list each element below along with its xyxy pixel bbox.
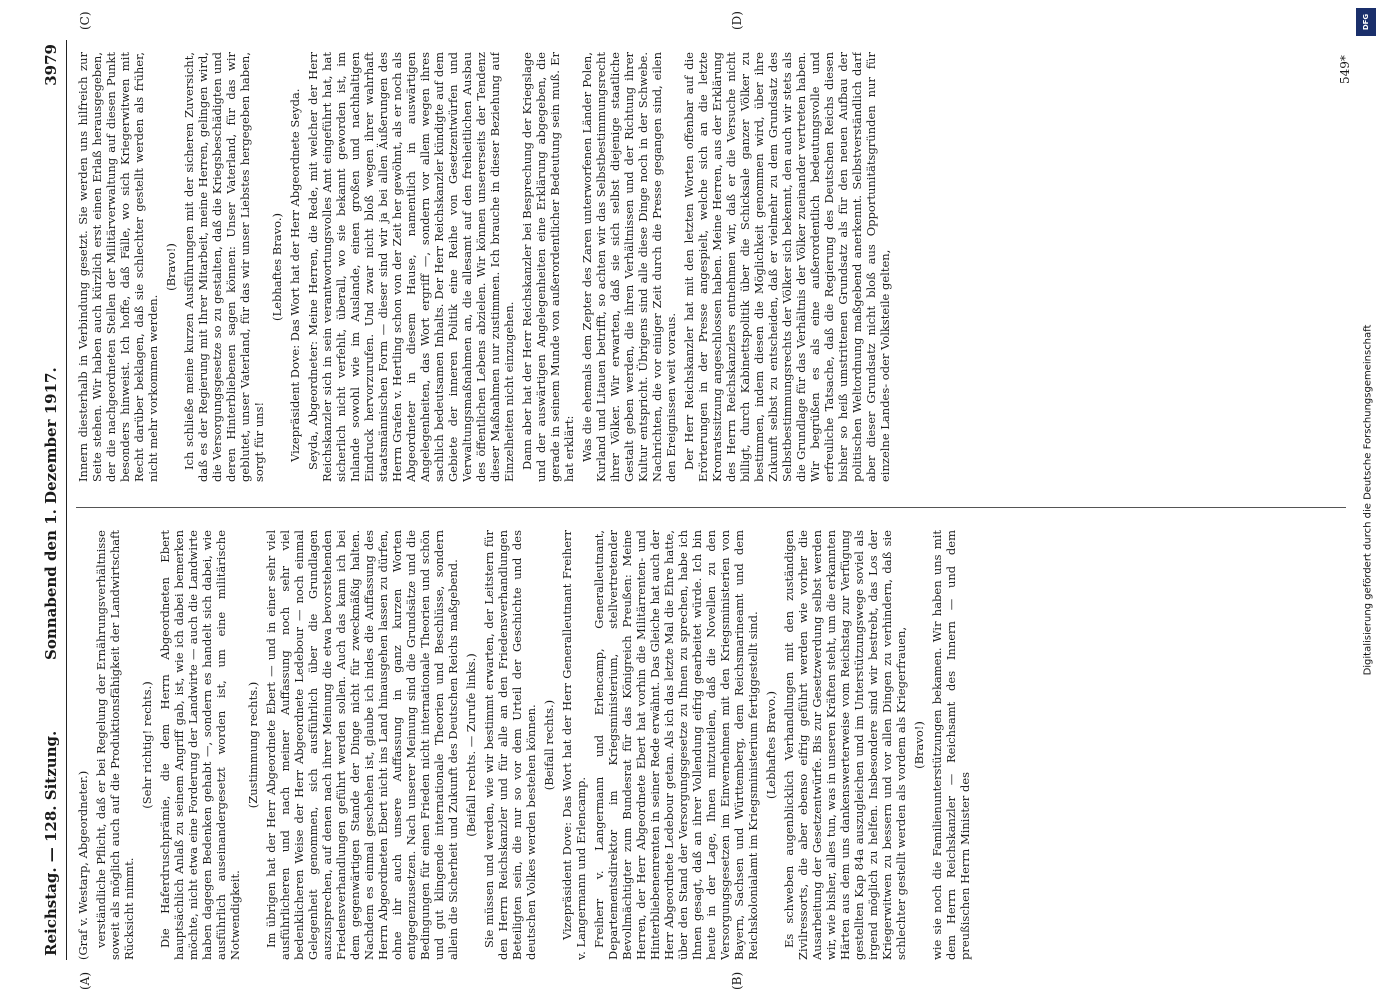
paragraph: Innern diesterhalb in Verbindung gesetzt. Sie werden uns hilfreich zur Seite stehen. Wir haben auch kürzlich erst einen Erlaß herausgegeben, der die nachgeordneten Stellen der Militärverwaltung auf diesen Punkt besonders hinweist. Ich hoffe, daß Fälle, wo sich Kriegerwitwen mit Recht darüber beklagen, daß sie schlechter gestellt werden als früher, nicht mehr vorkommen werden. [76, 52, 160, 482]
paragraph: Sie müssen und werden, wie wir bestimmt erwarten, der Leitstern für den Herrn Reichskanzler und für alle an den Friedensverhandlungen Beteiligten sein, die nur so vor dem Urteil der Geschichte und des deutschen Volkes werden bestehen können. [482, 530, 538, 960]
session-title: Reichstag. — 128. Sitzung. [42, 730, 60, 956]
paragraph: Im übrigen hat der Herr Abgeordnete Ebert — und in einer sehr viel ausführlicheren und nach meiner Auffassung noch sehr viel bedenklicheren Weise der Herr Abgeordnete Ledebour — noch einmal Gelegenheit genommen, sich ausführlich über die Grundlagen auszusprechen, auf denen nach ihrer Meinung die etwa bevorstehenden Friedensverhandlungen geführt werden sollen. Auch das kann ich bei dem gegenwärtigen Stande der Dinge nicht für zweckmäßig halten. Nachdem es einmal geschehen ist, glaube ich indes die Auffassung des Herrn Abgeordneten Ebert nicht ins Land hinausgehen lassen zu dürfen, ohne ihr auch unsere Auffassung in ganz kurzen Worten entgegenzusetzen. Nach unserer Meinung sind die Grundsätze und die Bedingungen für einen Frieden nicht internationale Theorien und schön und gut klingende internationale Theorien und Beschlüsse, sondern allein die Sicherheit und Zukunft des Deutschen Reichs maßgebend. [264, 530, 460, 960]
interjection: (Lebhaftes Bravo.) [764, 691, 778, 799]
interjection: (Lebhaftes Bravo.) [270, 213, 284, 321]
paragraph: Es schweben augenblicklich Verhandlungen mit den zuständigen Zivilressorts, die aber ebenso eifrig geführt werden wie vorher die Ausarbeitung der Gesetzentwürfe. Bis zur Gesetzwerdung selbst werden wir, wie bisher, alles tun, was in unseren Kräften steht, um die erkannten Härten aus dem uns dankenswerterweise vom Reichstag zur Verfügung gestellten Kap 84a auszugleichen und im Unterstützungswege soviel als irgend möglich zu helfen. Insbesondere sind wir bestrebt, das Los der Kriegerwitwen zu bessern und vor allen Dingen zu verhindern, daß sie schlechter gestellt werden als vordem als Kriegerfrauen, [782, 530, 908, 960]
speaker-intro: Vizepräsident Dove: Das Wort hat der Herr Abgeordnete Seyda. [288, 88, 302, 462]
left-column [76, 530, 1346, 960]
margin-marker-b: (B) [730, 971, 744, 990]
interjection: (Beifall rechts. — Zurufe links.) [464, 653, 478, 837]
running-head [40, 40, 67, 960]
session-date: Sonnabend den 1. Dezember 1917. [42, 367, 60, 660]
margin-marker-d: (D) [730, 11, 744, 30]
paragraph: Seyda, Abgeordneter: Meine Herren, die Rede, mit welcher der Herr Reichskanzler sich in sein verantwortungsvolles Amt eingeführt hat, hat sicherlich nicht verfehlt, überall, wo sie bekannt geworden ist, im Inlande sowohl wie im Auslande, einen großen und nachhaltigen Eindruck hervorzurufen. Und zwar nicht bloß wegen ihrer wahrhaft staatsmännischen Form — dieser sind wir ja bei allen Äußerungen des Herrn Grafen v. Hertling schon von der Zeit her gewöhnt, als er noch als Abgeordneter in diesem Hause, namentlich in auswärtigen Angelegenheiten, das Wort ergriff —, sondern vor allem wegen ihres sachlich bedeutsamen Inhalts. Der Herr Reichskanzler kündigte auf dem Gebiete der inneren Politik eine Reihe von Gesetzentwürfen und Verwaltungsmaßnahmen an, die allesamt auf den freiheitlichen Ausbau des öffentlichen Lebens abzielen. Wir können unsererseits der Tendenz dieser Maßnahmen nur zustimmen. Ich brauche in dieser Beziehung auf Einzelheiten nicht einzugehen. [306, 52, 516, 482]
interjection: (Bravo!) [912, 721, 926, 769]
paragraph: Dann aber hat der Herr Reichskanzler bei Besprechung der Kriegslage und der auswärtigen Angelegenheiten eine Erklärung abgegeben, die gerade in seinem Munde von außerordentlicher Bedeutung sein muß. Er hat erklärt: [520, 52, 576, 482]
column-rule [76, 507, 1346, 508]
paragraph: Der Herr Reichskanzler hat mit den letzten Worten offenbar auf die Erörterungen in der Presse angespielt, welche sich an die letzte Kronratssitzung angeschlossen haben. Meine Herren, aus der Erklärung des Herrn Reichskanzlers entnehmen wir, daß er die Versuche nicht billigt, durch Kabinettspolitik über die Schicksale ganzer Völker zu bestimmen, indem diesen die Möglichkeit genommen wird, über ihre Zukunft selbst zu entscheiden, daß er vielmehr zu dem Grundsatz des Selbstbestimmungsrechts der Völker sich bekennt, den auch wir stets als die Grundlage für das Verhältnis der Völker zueinander vertreten haben. Wir begrüßen es als eine außerordentlich bedeutungsvolle und erfreuliche Tatsache, daß die Regierung des Deutschen Reichs diesen bisher so heiß umstrittenen Grundsatz als für den neuen Aufbau der politischen Weltordnung maßgebend anerkennt. Selbstverständlich darf aber dieser Grundsatz nicht bloß aus Opportunitätsgründen nur für einzelne Landes- oder Volksteile gelten, [682, 52, 892, 482]
quotation: Was die ehemals dem Zepter des Zaren unterworfenen Länder Polen, Kurland und Litauen betrifft, so achten wir das Selbstbestimmungsrecht ihrer Völker. Wir erwarten, daß sie sich selbst diejenige staatliche Gestalt geben werden, die ihren Verhältnissen und der Richtung ihrer Kultur entspricht. Übrigens sind alle diese Dinge noch in der Schwebe. Nachrichten, die vor einiger Zeit durch die Presse gegangen sind, eilen den Ereignissen weit voraus. [580, 52, 678, 482]
interjection: (Bravo!) [164, 243, 178, 291]
paragraph: wie sie noch die Familienunterstützungen bekamen. Wir haben uns mit dem Herrn Reichskanzler — Reichsamt des Innern — und dem preußischen Herrn Minister des [930, 530, 972, 960]
signature-mark: 549* [1338, 55, 1352, 84]
right-column [76, 52, 1346, 482]
paragraph: verständliche Pflicht, daß er bei Regelung der Ernährungsverhältnisse soweit als möglich auch auf die Produktionsfähigkeit der Landwirtschaft Rücksicht nimmt. [94, 530, 136, 960]
page-number: 3979 [42, 44, 60, 86]
speaker-intro: Vizepräsident Dove: Das Wort hat der Herr Generalleutnant Freiherr v. Langermann und Erlencamp. [560, 530, 588, 960]
paragraph: Die Haferdruschprämie, die dem Herrn Abgeordneten Ebert hauptsächlich Anlaß zu seinem Angriff gab, ist, wie ich dabei bemerken möchte, nicht etwa eine Forderung der Landwirte — auch die Landwirte haben dagegen Bedenken gehabt —, sondern es handelt sich dabei, wie ausführlich auseinandergesetzt worden ist, um eine militärische Notwendigkeit. [158, 530, 242, 960]
paragraph: (Graf v. Westarp, Abgeordneter.) [76, 770, 90, 960]
dfg-logo: DFG [1356, 8, 1376, 36]
paragraph: Freiherr v. Langermann und Erlencamp, Generalleutnant, Departementsdirektor im Kriegsministerium, stellvertretender Bevollmächtigter zum Bundesrat für das Königreich Preußen: Meine Herren, der Herr Abgeordnete Ebert hat vorhin die Militärrenten- und Hinterbliebenenrenten in seiner Rede erwähnt. Das Gleiche hat auch der Herr Abgeordnete Ledebour getan. Als ich das letzte Mal die Ehre hatte, über den Stand der Versorgungsgesetze zu Ihnen zu sprechen, habe ich Ihnen gesagt, daß an ihrer Vollendung eifrig gearbeitet würde. Ich bin heute in der Lage, Ihnen mitzuteilen, daß die Novellen zu den Versorgungsgesetzen im Einvernehmen mit den Kriegsministerien von Bayern, Sachsen und Württemberg, dem Reichsmarineamt und dem Reichskolonialamt im Kriegsministerium fertiggestellt sind. [592, 530, 760, 960]
margin-marker-c: (C) [78, 11, 92, 30]
paragraph: Ich schließe meine kurzen Ausführungen mit der sicheren Zuversicht, daß es der Regierung mit Ihrer Mitarbeit, meine Herren, gelingen wird, die Versorgungsgesetze so zu gestalten, daß die Kriegsbeschädigten und deren Hinterbliebenen sagen können: Unser Vaterland, für das wir geblutet, unser Vaterland, für das wir unser Liebstes hergegeben haben, sorgt für uns! [182, 52, 266, 482]
interjection: (Beifall rechts.) [542, 699, 556, 791]
interjection: (Zustimmung rechts.) [246, 681, 260, 809]
rotated-page [40, 11, 1360, 990]
margin-marker-a: (A) [78, 971, 92, 990]
interjection: (Sehr richtig! rechts.) [140, 681, 154, 809]
